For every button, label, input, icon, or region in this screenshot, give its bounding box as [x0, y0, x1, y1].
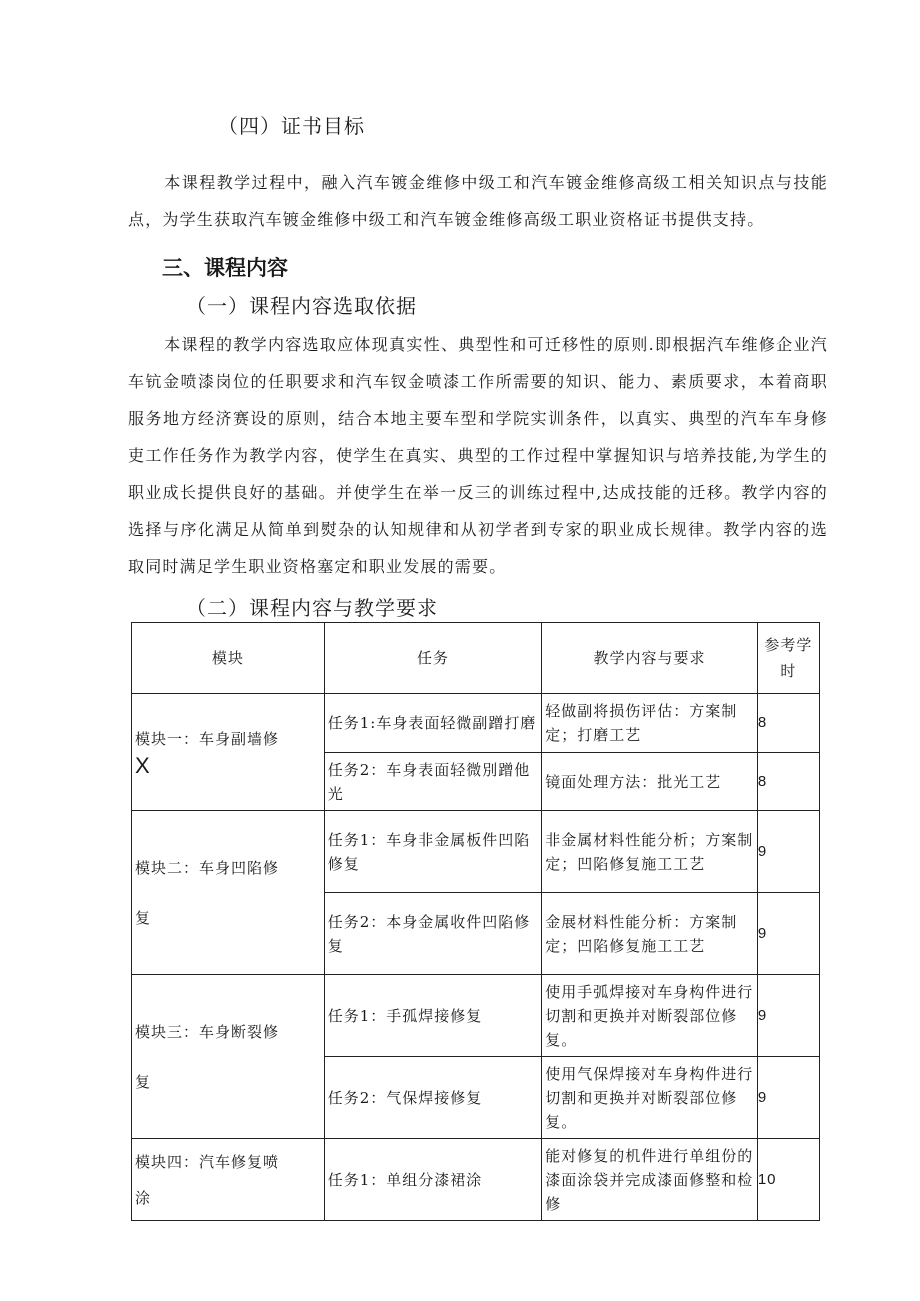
task-cell: 任务1：单组分漆裙涂: [324, 1139, 542, 1221]
module-cell: [132, 1139, 325, 1221]
section-four-heading: （四）证书目标: [218, 114, 365, 138]
task-cell: 任务2：车身表面轻微別蹭他光: [324, 753, 542, 811]
hours-cell: 9: [757, 893, 819, 975]
header-hours: 参考学时: [757, 623, 819, 694]
header-module: 模块: [132, 623, 325, 694]
hours-cell: 9: [757, 975, 819, 1057]
content-cell: 镜面处理方法：批光工艺: [542, 753, 758, 811]
task-cell: 任务1：手孤焊接修复: [324, 975, 542, 1057]
module-name: 模块二：车身凹陷修: [135, 858, 280, 877]
content-cell: 能对修复的机件进行单组份的漆面涂袋并完成漆面修整和检修: [542, 1139, 758, 1221]
content-cell: 非金属材料性能分析；方案制定；凹陷修复施工工艺: [542, 811, 758, 893]
module-name-continued: 复: [135, 908, 152, 927]
hours-cell: 9: [757, 811, 819, 893]
cert-paragraph-text: 本课程教学过程中，融入汽车镀金维修中级工和汽车镀金维修高级工相关知识点与技能点，为学生获取汽车镀金维修中级工和汽车镀金维修高级工职业资格证书提供支持。: [128, 173, 828, 229]
content-cell: 使用手弧焊接对车身构件进行切割和更换并对断裂部位修复。: [542, 975, 758, 1057]
module-cell: [132, 811, 325, 975]
course-content-table: [131, 622, 820, 1221]
table-row: [132, 1139, 820, 1221]
section-three-heading: 三、课程内容: [162, 256, 288, 280]
module-name: 模块一：车身副墙修: [135, 730, 280, 748]
table-row: [132, 811, 820, 893]
module-cell: [132, 694, 325, 811]
hours-cell: 8: [757, 694, 819, 753]
task-cell: 任务1：车身非金属板件凹陷修复: [324, 811, 542, 893]
header-content: 教学内容与要求: [542, 623, 758, 694]
basis-paragraph: [128, 326, 828, 585]
cert-paragraph: [128, 164, 828, 238]
task-cell: 任务2：气保焊接修复: [324, 1057, 542, 1139]
module-name-continued: 涂: [135, 1188, 152, 1207]
hours-cell: 9: [757, 1057, 819, 1139]
table-row: [132, 975, 820, 1057]
sub-two-heading: （二）课程内容与教学要求: [186, 596, 438, 620]
hours-cell: 8: [757, 753, 819, 811]
table-header-row: [132, 623, 820, 694]
header-task: 任务: [324, 623, 542, 694]
module-name-continued: X: [135, 753, 150, 778]
module-name: 模块四：汽车修复喷: [135, 1152, 280, 1171]
hours-cell: 10: [757, 1139, 819, 1221]
task-cell: 任务1:车身表面轻微副蹭打磨: [324, 694, 542, 753]
sub-one-heading: （一）课程内容选取依据: [186, 294, 417, 318]
content-cell: 使用气保焊接对车身构件进行切割和更换并对断裂部位修复。: [542, 1057, 758, 1139]
content-cell: 轻做副将损伤评估：方案制定；打磨工艺: [542, 694, 758, 753]
module-name-continued: 复: [135, 1072, 152, 1091]
basis-paragraph-text: 本课程的教学内容选取应体现真实性、典型性和可迁移性的原则.即根据汽车维修企业汽车钪金喷漆岗位的任职要求和汽车钗金喷漆工作所需要的知识、能力、素质要求，本着商职服务地方经济赛设的原则，结合本地主要车型和学院实训条件，以真实、典型的汽车车身修吏工作任务作为教学内容，使学生在真实、典型的工作过程中掌握知识与培养技能,为学生的职业成长提供良好的基础。并使学生在举一反三的训练过程中,达成技能的迁移。教学内容的选择与序化满足从简单到熨杂的认知规律和从初学者到专家的职业成长规律。教学内容的选取同时满足学生职业资格塞定和职业发展的需要。: [128, 335, 828, 576]
module-name: 模块三：车身断裂修: [135, 1022, 280, 1041]
content-cell: 金展材料性能分析：方案制定；凹陷修复施工工艺: [542, 893, 758, 975]
task-cell: 任务2：本身金属收件凹陷修复: [324, 893, 542, 975]
table-row: [132, 694, 820, 753]
module-cell: [132, 975, 325, 1139]
